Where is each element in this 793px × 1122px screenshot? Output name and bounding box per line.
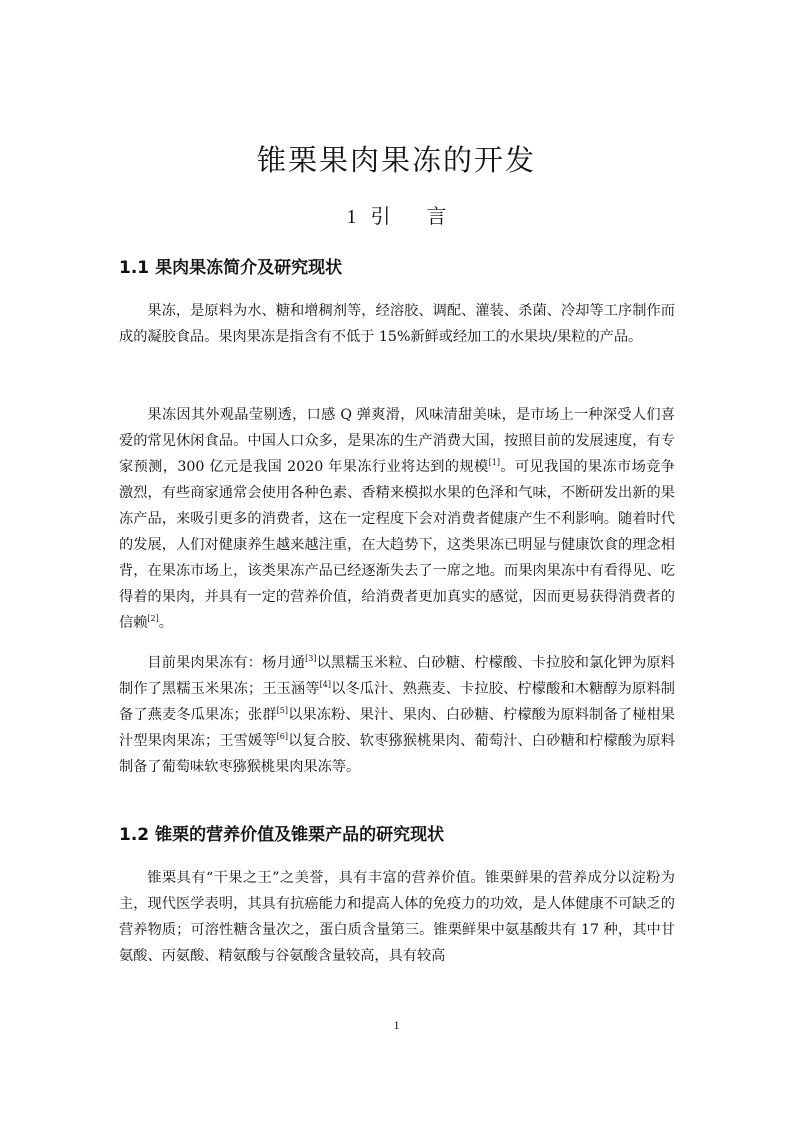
paragraph-text: 以果冻粉、果汁、果肉、白砂糖、柠檬酸为原料制备了椪柑果汁型果肉果冻；王雪媛等 [119,707,675,749]
paragraph-text: 。可见我国的果冻市场竞争激烈，有些商家通常会使用各种色素、香精来模拟水果的色泽和气味，不断研发出新的果冻产品，来吸引更多的消费者，这在一定程度下会对消费者健康产生不利影响。随着时代的发展，人们对健康养生越来越注重，在大趋势下，这类果冻已明显与健康饮食的理念相背，在果冻市场上，该类果冻产品已经逐渐失去了一席之地。而果肉果冻中有看得见、吃得着的果肉，并具有一定的营养价值，给消费者更加真实的感觉，因而更易获得消费者的信赖 [119,459,675,631]
section-number: 1.1 [119,258,150,278]
section-heading-1-2 [119,820,444,845]
paragraph: 锥栗具有“干果之王”之美誉，具有丰富的营养价值。锥栗鲜果的营养成分以淀粉为主，现代医学表明，其具有抗癌能力和提高人体的免疫力的功效，是人体健康不可缺乏的营养物质；可溶性糖含量次之，蛋白质含量第三。锥栗鲜果中氨基酸共有 17 种，其中甘氨酸、丙氨酸、精氨酸与谷氨酸含量较高，具有较高 [119,870,675,964]
citation-ref: [3] [305,654,317,663]
citation-ref: [6] [276,732,288,741]
paper-title: 锥栗果肉果冻的开发 [256,143,536,177]
paragraph-text: 以黑糯玉米粒、白砂糖、柠檬酸、卡拉胶和氯化钾为原料制作了黑糯玉米果冻；王玉涵等 [119,655,675,697]
section-title: 果肉果冻简介及研究现状 [155,258,343,278]
chapter-heading [0,200,793,229]
chapter-word-2: 言 [426,204,447,228]
citation-ref: [2] [147,614,159,623]
paragraph-text: 。 [158,615,173,631]
paragraph-text: 果冻因其外观晶莹剔透，口感 Q 弹爽滑，风味清甜美味，是市场上一种深受人们喜爱的常见休闲食品。中国人口众多，是果冻的生产消费大国，按照目前的发展速度，有专家预测，300 亿元是我国 2020 年果冻行业将达到的规模 [119,407,675,475]
citation-ref: [4] [319,680,331,689]
citation-ref: [5] [276,706,288,715]
citation-ref: [1] [488,458,500,467]
section-heading-1-1 [119,253,342,278]
paragraph [119,402,675,636]
chapter-word-1: 引 [370,204,391,228]
chapter-number: 1 [346,206,357,228]
section-title: 锥栗的营养价值及锥栗产品的研究现状 [155,825,445,845]
paragraph [119,650,675,780]
paragraph-text: 以冬瓜汁、熟燕麦、卡拉胶、柠檬酸和木糖醇为原料制备了燕麦冬瓜果冻；张群 [119,681,675,723]
section-number: 1.2 [119,825,150,845]
paragraph-text: 以复合胶、软枣猕猴桃果肉、葡萄汁、白砂糖和柠檬酸为原料制备了葡萄味软枣猕猴桃果肉果冻等。 [119,733,675,775]
paragraph-text: 目前果肉果冻有：杨月通 [147,655,306,671]
page-number: 1 [393,1018,400,1032]
paragraph: 果冻，是原料为水、糖和增稠剂等，经溶胶、调配、灌装、杀菌、冷却等工序制作而成的凝胶食品。果肉果冻是指含有不低于 15%新鲜或经加工的水果块/果粒的产品。 [119,303,675,345]
